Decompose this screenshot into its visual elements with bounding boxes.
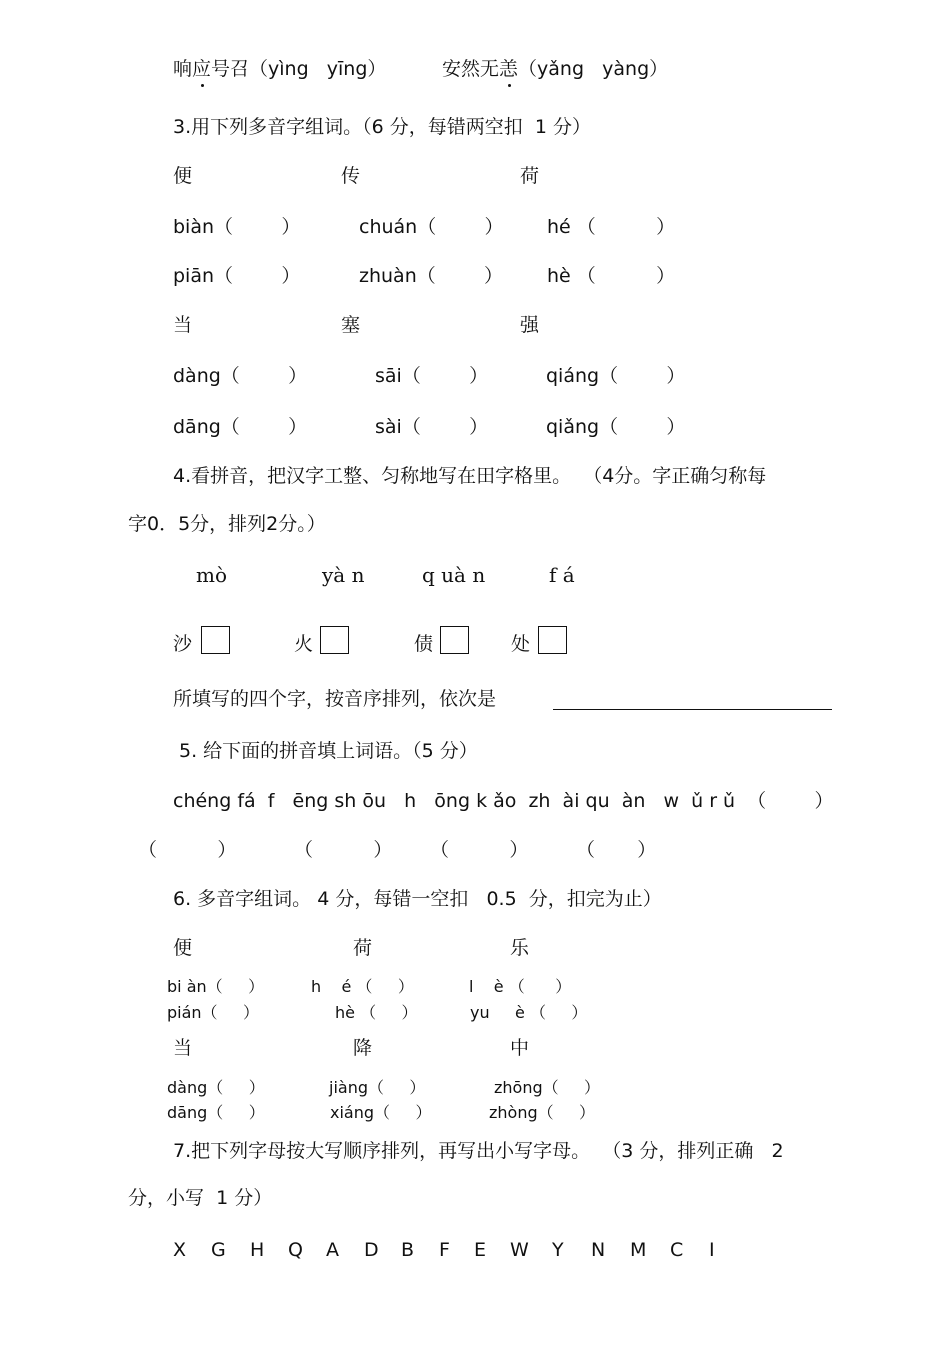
q4-pinyin: mò	[196, 563, 228, 587]
q3-blank[interactable]: biàn（ ）	[173, 216, 301, 238]
polyphone-item-anranwuyang: 安然无恙（yǎng yàng）	[442, 58, 669, 80]
q6-char: 荷	[353, 937, 373, 959]
q3-char: 强	[520, 314, 540, 336]
letter: D	[364, 1239, 379, 1261]
q4-word-char: 债	[414, 633, 434, 655]
write-box[interactable]	[201, 626, 230, 654]
letter: M	[630, 1239, 647, 1261]
q6-blank[interactable]: zhōng（ ）	[494, 1078, 601, 1097]
q3-blank[interactable]: hé （ ）	[547, 216, 676, 238]
letter: X	[173, 1239, 187, 1261]
q6-char: 便	[173, 937, 193, 959]
letter: W	[510, 1239, 529, 1261]
q6-blank[interactable]: dàng（ ）	[167, 1078, 265, 1097]
q6-char: 当	[173, 1037, 193, 1059]
question-5-title: 5. 给下面的拼音填上词语。（5 分）	[179, 740, 478, 762]
q3-blank[interactable]: piān（ ）	[173, 265, 301, 287]
polyphone-item-xiangying: 响应号召（yìng yīng）	[173, 58, 387, 80]
q3-blank[interactable]: zhuàn（ ）	[359, 265, 504, 287]
q3-blank[interactable]: dāng（ ）	[173, 416, 308, 438]
q5-blank[interactable]: （ ）	[430, 839, 529, 861]
q6-char: 中	[510, 1037, 530, 1059]
q6-blank[interactable]: pián（ ）	[167, 1003, 259, 1022]
q5-blank[interactable]: （ ）	[138, 839, 237, 861]
letter: H	[250, 1239, 265, 1261]
q5-blank[interactable]: （ ）	[294, 839, 393, 861]
letter: I	[709, 1239, 715, 1261]
q5-pinyin-line: chéng fá f ēng sh ōu h ōng k ǎo zh ài qu àn w ǔ r ǔ （ ）	[173, 790, 834, 812]
write-box[interactable]	[538, 626, 567, 654]
letter: E	[474, 1239, 487, 1261]
q6-char: 乐	[510, 937, 530, 959]
letter: C	[670, 1239, 684, 1261]
q6-blank[interactable]: l è （ ）	[469, 977, 572, 996]
q6-blank[interactable]: jiàng（ ）	[329, 1078, 426, 1097]
q3-char: 便	[173, 165, 193, 187]
dotted-char: 应	[192, 58, 212, 80]
q3-blank[interactable]: dàng（ ）	[173, 365, 308, 387]
q3-blank[interactable]: qiáng（ ）	[546, 365, 686, 387]
question-4-title-cont: 字0．5分，排列2分。）	[128, 513, 326, 535]
q4-pinyin: q uà n	[422, 563, 486, 587]
q6-char: 降	[353, 1037, 373, 1059]
letter: B	[401, 1239, 415, 1261]
question-7-title-cont: 分，小写 1 分）	[128, 1187, 273, 1209]
q6-blank[interactable]: zhòng（ ）	[489, 1103, 596, 1122]
q3-blank[interactable]: qiǎng（ ）	[546, 416, 686, 438]
q4-word-char: 处	[511, 633, 531, 655]
q3-char: 塞	[341, 314, 361, 336]
q4-order-label: 所填写的四个字，按音序排列，依次是	[173, 688, 497, 710]
q3-blank[interactable]: hè （ ）	[547, 265, 676, 287]
letter: G	[211, 1239, 226, 1261]
question-7-title: 7.把下列字母按大写顺序排列，再写出小写字母。 （3 分，排列正确 2	[173, 1140, 784, 1162]
q4-pinyin: f á	[549, 563, 575, 587]
write-box[interactable]	[320, 626, 349, 654]
question-3-title: 3.用下列多音字组词。（6 分，每错两空扣 1 分）	[173, 116, 591, 138]
q3-char: 传	[341, 165, 361, 187]
write-box[interactable]	[440, 626, 469, 654]
letter: N	[591, 1239, 606, 1261]
q6-blank[interactable]: bi àn（ ）	[167, 977, 265, 996]
q4-pinyin: yà n	[322, 563, 365, 587]
dotted-char: 恙	[499, 58, 519, 80]
question-6-title: 6. 多音字组词。 4 分，每错一空扣 0.5 分，扣完为止）	[173, 888, 662, 910]
letter: Q	[288, 1239, 303, 1261]
q6-blank[interactable]: dāng（ ）	[167, 1103, 265, 1122]
q3-char: 荷	[520, 165, 540, 187]
answer-underline[interactable]	[553, 709, 832, 710]
q3-blank[interactable]: chuán（ ）	[359, 216, 504, 238]
q4-word-char: 沙	[173, 633, 193, 655]
q6-blank[interactable]: hè （ ）	[335, 1003, 418, 1022]
q6-blank[interactable]: xiáng（ ）	[330, 1103, 432, 1122]
q3-char: 当	[173, 314, 193, 336]
q3-blank[interactable]: sāi（ ）	[375, 365, 489, 387]
q3-blank[interactable]: sài（ ）	[375, 416, 489, 438]
letter: Y	[552, 1239, 564, 1261]
letter: F	[439, 1239, 450, 1261]
q6-blank[interactable]: h é （ ）	[311, 977, 414, 996]
q5-blank[interactable]: （ ）	[576, 839, 657, 861]
letter: A	[326, 1239, 339, 1261]
q6-blank[interactable]: yu è （ ）	[470, 1003, 588, 1022]
q4-word-char: 火	[294, 633, 314, 655]
question-4-title: 4.看拼音，把汉字工整、匀称地写在田字格里。 （4分。字正确匀称每	[173, 465, 767, 487]
